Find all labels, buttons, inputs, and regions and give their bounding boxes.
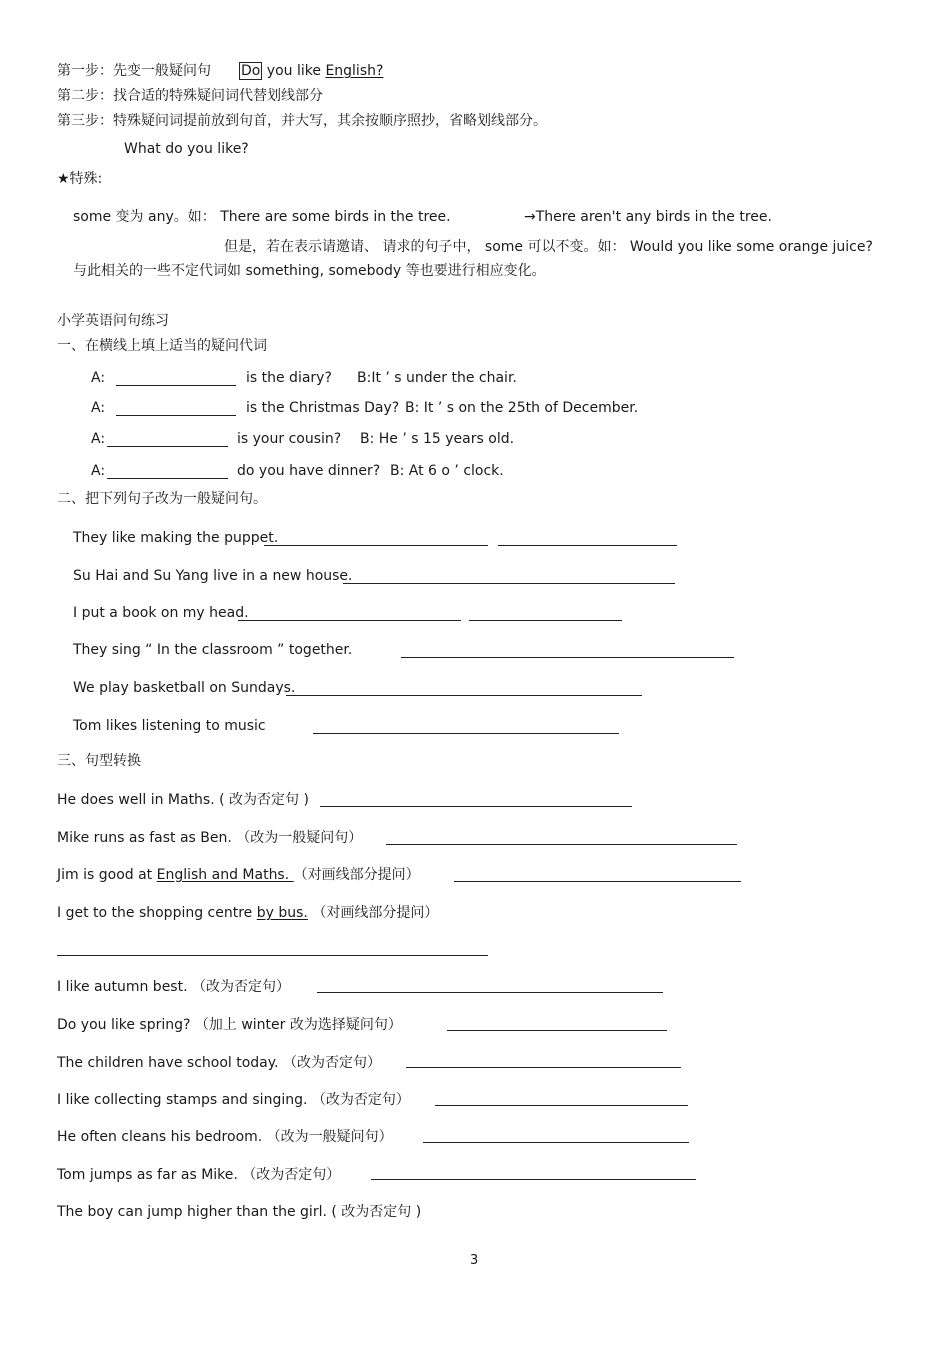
underlined-phrase: English and Maths.	[156, 867, 294, 883]
s1-answer: B: It ’ s on the 25th of December.	[405, 400, 639, 416]
s3-answer-line[interactable]	[317, 992, 663, 993]
s1-question: do you have dinner?	[237, 463, 381, 479]
s1-answer: B:It ’ s under the chair.	[357, 370, 517, 386]
s1-blank-1[interactable]	[116, 385, 236, 386]
s3-answer-line[interactable]	[57, 955, 488, 956]
special-line1-b: →There aren't any birds in the tree.	[524, 209, 772, 225]
s2-answer-line[interactable]	[313, 733, 619, 734]
section2-title: 二、把下列句子改为一般疑问句。	[57, 491, 267, 507]
step-1: 第一步：先变一般疑问句 Do you like English?	[57, 63, 384, 79]
s3-sentence: Jim is good at English and Maths. （对画线部分提问）	[57, 867, 420, 883]
s3-sentence: Tom jumps as far as Mike. （改为否定句）	[57, 1167, 341, 1183]
s1-answer: B: He ’ s 15 years old.	[360, 431, 515, 447]
s3-sentence: I get to the shopping centre by bus. （对画线部分提问）	[57, 905, 439, 921]
step-result: What do you like?	[124, 141, 249, 157]
s1-question: is your cousin?	[237, 431, 342, 447]
special-line1-a: some 变为 any。如： There are some birds in the tree.	[73, 209, 451, 225]
s3-sentence: The boy can jump higher than the girl. ( 改为否定句 )	[57, 1204, 422, 1220]
special-line2: 但是，若在表示请邀请、 请求的句子中， some 可以不变。如： Would you like some orange juice?	[224, 239, 873, 255]
s1-question: is the Christmas Day?	[246, 400, 400, 416]
page-number: 3	[470, 1253, 479, 1268]
s3-answer-line[interactable]	[386, 844, 737, 845]
s3-sentence: Mike runs as fast as Ben. （改为一般疑问句）	[57, 830, 363, 846]
s2-sentence: Su Hai and Su Yang live in a new house.	[73, 568, 353, 584]
s3-answer-line[interactable]	[447, 1030, 667, 1031]
s2-answer-line[interactable]	[469, 620, 622, 621]
s3-answer-line[interactable]	[423, 1142, 689, 1143]
s3-answer-line[interactable]	[320, 806, 632, 807]
step-2: 第二步：找合适的特殊疑问词代替划线部分	[57, 88, 323, 104]
s1-answer: B: At 6 o ’ clock.	[390, 463, 504, 479]
s2-sentence: We play basketball on Sundays.	[73, 680, 296, 696]
s3-sentence: Do you like spring? （加上 winter 改为选择疑问句）	[57, 1017, 402, 1033]
s2-answer-line[interactable]	[264, 545, 488, 546]
section3-title: 三、句型转换	[57, 753, 141, 769]
s1-a-label: A:	[91, 400, 106, 416]
s2-sentence: Tom likes listening to music	[73, 718, 266, 734]
s2-sentence: They sing “ In the classroom ” together.	[73, 642, 353, 658]
s3-answer-line[interactable]	[371, 1179, 696, 1180]
s2-sentence: They like making the puppet.	[73, 530, 279, 546]
underlined-phrase: by bus.	[256, 905, 308, 921]
special-line3: 与此相关的一些不定代词如 something, somebody 等也要进行相应变化。	[73, 263, 546, 279]
special-heading: ★特殊:	[57, 171, 103, 187]
s3-sentence: He often cleans his bedroom. （改为一般疑问句）	[57, 1129, 393, 1145]
s2-sentence: I put a book on my head.	[73, 605, 249, 621]
s2-answer-line[interactable]	[498, 545, 677, 546]
practice-title: 小学英语问句练习	[57, 313, 169, 329]
s2-answer-line[interactable]	[286, 695, 642, 696]
s3-sentence: He does well in Maths. ( 改为否定句 )	[57, 792, 309, 808]
s3-sentence: I like autumn best. （改为否定句）	[57, 979, 290, 995]
s3-sentence: I like collecting stamps and singing. （改为否定句）	[57, 1092, 410, 1108]
s2-answer-line[interactable]	[343, 583, 675, 584]
s2-answer-line[interactable]	[401, 657, 734, 658]
s2-answer-line[interactable]	[238, 620, 461, 621]
s3-answer-line[interactable]	[435, 1105, 688, 1106]
s1-blank-2[interactable]	[116, 415, 236, 416]
s1-a-label: A:	[91, 431, 106, 447]
underlined-english: English?	[325, 63, 384, 79]
boxed-do: Do	[241, 63, 261, 79]
section1-title: 一、在横线上填上适当的疑问代词	[57, 338, 267, 354]
s3-answer-line[interactable]	[406, 1067, 681, 1068]
s1-blank-3[interactable]	[107, 446, 228, 447]
s3-answer-line[interactable]	[454, 881, 741, 882]
step-3: 第三步：特殊疑问词提前放到句首，并大写，其余按顺序照抄，省略划线部分。	[57, 113, 547, 129]
s3-sentence: The children have school today. （改为否定句）	[57, 1055, 381, 1071]
s1-a-label: A:	[91, 370, 106, 386]
s1-blank-4[interactable]	[107, 478, 228, 479]
s1-a-label: A:	[91, 463, 106, 479]
s1-question: is the diary?	[246, 370, 332, 386]
